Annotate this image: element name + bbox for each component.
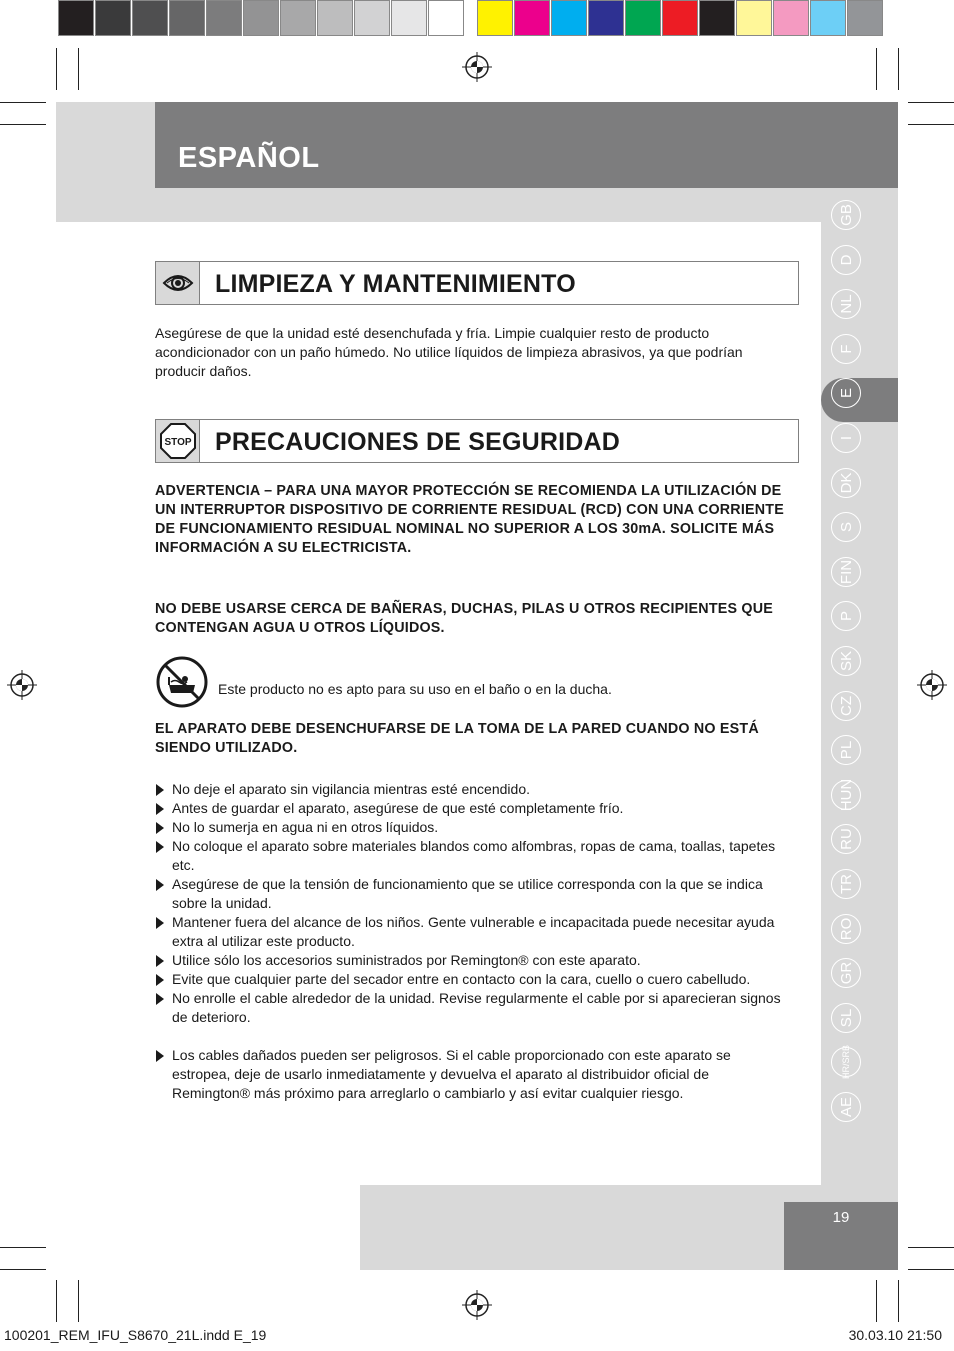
registration-mark-icon xyxy=(917,670,947,700)
bullet-arrow-icon xyxy=(156,993,164,1005)
eye-icon xyxy=(156,262,200,304)
list-item xyxy=(155,1046,785,1103)
color-swatch xyxy=(625,0,661,36)
section-title: PRECAUCIONES DE SEGURIDAD xyxy=(215,428,621,456)
list-item-text: Utilice sólo los accesorios suministrados por Remington® con este aparato. xyxy=(172,952,641,968)
list-item-text: No coloque el aparato sobre materiales blandos como alfombras, ropas de cama, toallas, tapetes etc. xyxy=(172,838,776,873)
safety-bullet-list xyxy=(155,780,785,1103)
cleaning-text: Asegúrese de que la unidad esté desenchufada y fría. Limpie cualquier resto de producto acondicionador con un paño húmedo. No utilice líquidos de limpieza abrasivos, ya que podrían producir daños. xyxy=(155,325,743,379)
bullet-arrow-icon xyxy=(156,803,164,815)
color-swatch xyxy=(699,0,735,36)
color-swatch xyxy=(588,0,624,36)
bath-warning-text: Este producto no es apto para su uso en el baño o en la ducha. xyxy=(218,681,612,697)
bullet-arrow-icon xyxy=(156,784,164,796)
bullet-arrow-icon xyxy=(156,974,164,986)
list-item-text: No enrolle el cable alrededor de la unidad. Revise regularmente el cable por si aparecieran signos de deterioro. xyxy=(172,990,781,1025)
color-swatch xyxy=(132,0,168,36)
language-tab-nl[interactable]: NL xyxy=(831,289,861,319)
language-tab-ro[interactable]: RO xyxy=(831,914,861,944)
list-item xyxy=(155,951,785,970)
color-swatch xyxy=(477,0,513,36)
section-title: LIMPIEZA Y MANTENIMIENTO xyxy=(215,270,576,298)
warning-unplug: EL APARATO DEBE DESENCHUFARSE DE LA TOMA DE LA PARED CUANDO NO ESTÁ SIENDO UTILIZADO. xyxy=(155,721,759,756)
color-swatch xyxy=(551,0,587,36)
language-tab-cz[interactable]: CZ xyxy=(831,691,861,721)
bullet-arrow-icon xyxy=(156,955,164,967)
list-item-text: No lo sumerja en agua ni en otros líquidos. xyxy=(172,819,439,835)
date-time: 30.03.10 21:50 xyxy=(848,1327,942,1343)
registration-mark-icon xyxy=(7,670,37,700)
stop-icon xyxy=(156,420,200,462)
registration-mark-icon xyxy=(462,1290,492,1320)
language-tab-sl[interactable]: SL xyxy=(831,1003,861,1033)
color-swatch xyxy=(736,0,772,36)
color-swatch xyxy=(773,0,809,36)
bullet-arrow-icon xyxy=(156,879,164,891)
color-swatch xyxy=(169,0,205,36)
list-item-text: No deje el aparato sin vigilancia mientras esté encendido. xyxy=(172,781,530,797)
language-tab-gb[interactable]: GB xyxy=(831,200,861,230)
language-tab-pl[interactable]: PL xyxy=(831,735,861,765)
section-cleaning-heading xyxy=(155,261,799,305)
bullet-arrow-icon xyxy=(156,917,164,929)
language-tab-hun[interactable]: HUN xyxy=(831,780,861,810)
list-item-text: Antes de guardar el aparato, asegúrese de que esté completamente frío. xyxy=(172,800,624,816)
language-tab-s[interactable]: S xyxy=(831,512,861,542)
list-item-text: Mantener fuera del alcance de los niños. Gente vulnerable e incapacitada puede necesitar ayuda extra al utilizar este producto. xyxy=(172,914,775,949)
page-number: 19 xyxy=(832,1209,850,1226)
list-item-text: Los cables dañados pueden ser peligrosos. Si el cable proporcionado con este aparato se estropea, deje de usarlo inmediatamente y devuelva el aparato al distribuidor oficial de Remington® más próximo para arreglarlo o cambiarlo y así evitar cualquier riesgo. xyxy=(172,1047,731,1101)
list-item xyxy=(155,913,785,951)
language-tab-sk[interactable]: SK xyxy=(831,646,861,676)
color-swatch xyxy=(428,0,464,36)
list-item xyxy=(155,875,785,913)
color-swatch xyxy=(847,0,883,36)
page-title: ESPAÑOL xyxy=(178,142,320,174)
bullet-arrow-icon xyxy=(156,1050,164,1062)
warning-water: NO DEBE USARSE CERCA DE BAÑERAS, DUCHAS, PILAS U OTROS RECIPIENTES QUE CONTENGAN AGUA U OTROS LÍQUIDOS. xyxy=(155,601,773,636)
list-item xyxy=(155,837,785,875)
color-swatch xyxy=(317,0,353,36)
file-name: 100201_REM_IFU_S8670_21L.indd E_19 xyxy=(4,1327,267,1343)
language-tab-hr-srb[interactable]: HR/SRB xyxy=(831,1047,861,1077)
language-tab-ae[interactable]: AE xyxy=(831,1092,861,1122)
list-item-text: Evite que cualquier parte del secador entre en contacto con la cara, cuello o cuero cabelludo. xyxy=(172,971,751,987)
language-tab-ru[interactable]: RU xyxy=(831,824,861,854)
language-tab-p[interactable]: P xyxy=(831,601,861,631)
color-swatch xyxy=(662,0,698,36)
svg-text:STOP: STOP xyxy=(163,437,192,448)
list-item xyxy=(155,970,785,989)
language-tab-f[interactable]: F xyxy=(831,334,861,364)
list-item xyxy=(155,799,785,818)
color-swatch xyxy=(354,0,390,36)
warning-rcd: ADVERTENCIA – PARA UNA MAYOR PROTECCIÓN SE RECOMIENDA LA UTILIZACIÓN DE UN INTERRUPTOR DISPOSITIVO DE CORRIENTE RESIDUAL (RCD) CON UNA CORRIENTE DE FUNCIONAMIENTO RESIDUAL NOMINAL NO SUPERIOR A LOS 30mA. SOLICITE MÁS INFORMACIÓN A SU ELECTRICISTA. xyxy=(155,483,784,556)
color-swatch xyxy=(810,0,846,36)
color-swatch xyxy=(514,0,550,36)
language-tab-i[interactable]: I xyxy=(831,423,861,453)
language-tab-dk[interactable]: DK xyxy=(831,468,861,498)
color-calibration-bar xyxy=(58,0,884,40)
color-swatch xyxy=(58,0,94,36)
list-item xyxy=(155,989,785,1027)
registration-mark-icon xyxy=(462,52,492,82)
language-tab-tr[interactable]: TR xyxy=(831,869,861,899)
bullet-arrow-icon xyxy=(156,841,164,853)
section-safety-heading xyxy=(155,419,799,463)
language-tab-fin[interactable]: FIN xyxy=(831,557,861,587)
no-bath-icon xyxy=(155,655,209,709)
list-item xyxy=(155,818,785,837)
color-swatch xyxy=(391,0,427,36)
language-tab-gr[interactable]: GR xyxy=(831,958,861,988)
color-swatch xyxy=(206,0,242,36)
list-item xyxy=(155,780,785,799)
list-item-text: Asegúrese de que la tensión de funcionamiento que se utilice corresponda con la que se indica sobre la unidad. xyxy=(172,876,763,911)
language-tab-e[interactable]: E xyxy=(831,378,861,408)
language-tab-d[interactable]: D xyxy=(831,245,861,275)
color-swatch xyxy=(243,0,279,36)
bullet-arrow-icon xyxy=(156,822,164,834)
color-swatch xyxy=(95,0,131,36)
color-swatch xyxy=(280,0,316,36)
